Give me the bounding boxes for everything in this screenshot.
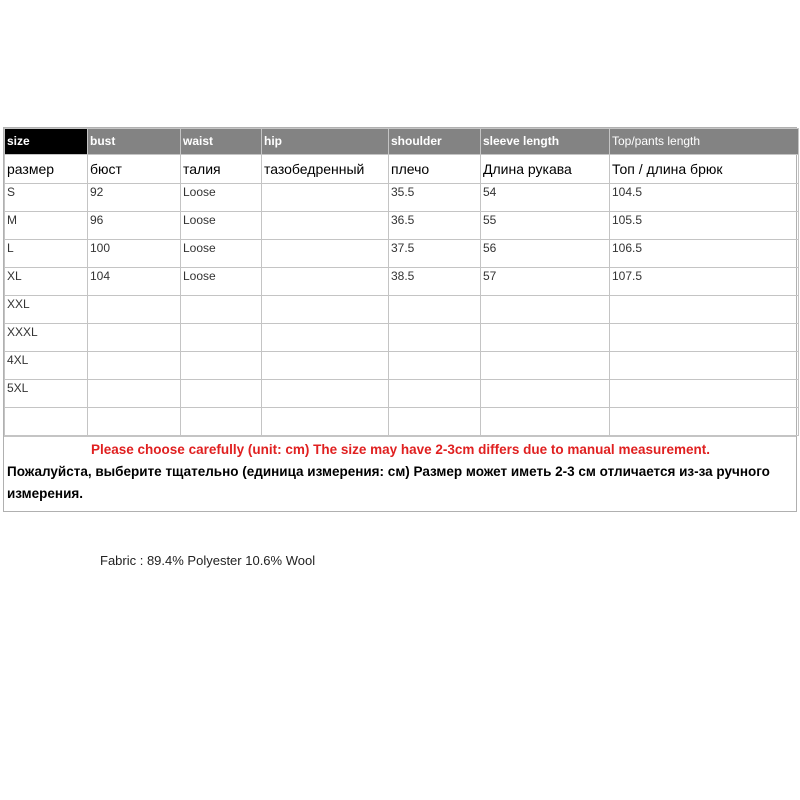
- header-row-en: [5, 129, 799, 155]
- header-ru-waist: талия: [181, 155, 262, 184]
- cell-shoulder: [389, 296, 481, 324]
- cell-size: L: [5, 240, 88, 268]
- cell-waist: Loose: [181, 240, 262, 268]
- header-sleeve-length: sleeve length: [481, 129, 610, 155]
- cell-waist: Loose: [181, 268, 262, 296]
- cell-bust: [88, 380, 181, 408]
- cell-shoulder: [389, 380, 481, 408]
- cell-sleeve-length: [481, 380, 610, 408]
- cell-top-pants-length: [610, 296, 799, 324]
- cell-hip: [262, 408, 389, 436]
- header-ru-sleeve-length: Длина рукава: [481, 155, 610, 184]
- cell-shoulder: [389, 408, 481, 436]
- table-row: [5, 296, 799, 324]
- table-row: [5, 352, 799, 380]
- cell-waist: [181, 324, 262, 352]
- cell-bust: 104: [88, 268, 181, 296]
- header-ru-bust: бюст: [88, 155, 181, 184]
- note-english: Please choose carefully (unit: cm) The size may have 2-3cm differs due to manual measurement.: [91, 442, 710, 457]
- cell-bust: [88, 324, 181, 352]
- cell-size: S: [5, 184, 88, 212]
- table-row: [5, 380, 799, 408]
- cell-size: XXXL: [5, 324, 88, 352]
- cell-size: XL: [5, 268, 88, 296]
- cell-top-pants-length: [610, 380, 799, 408]
- header-size: size: [5, 129, 88, 155]
- cell-shoulder: 36.5: [389, 212, 481, 240]
- cell-waist: [181, 296, 262, 324]
- cell-hip: [262, 184, 389, 212]
- header-top-pants-length: Top/pants length: [610, 129, 799, 155]
- cell-sleeve-length: [481, 296, 610, 324]
- cell-top-pants-length: 104.5: [610, 184, 799, 212]
- cell-bust: 100: [88, 240, 181, 268]
- cell-shoulder: 38.5: [389, 268, 481, 296]
- cell-sleeve-length: [481, 352, 610, 380]
- measurement-note: [4, 436, 796, 511]
- cell-sleeve-length: 57: [481, 268, 610, 296]
- table-row: [5, 212, 799, 240]
- size-chart: [3, 127, 797, 512]
- header-ru-size: размер: [5, 155, 88, 184]
- cell-bust: [88, 408, 181, 436]
- cell-bust: 92: [88, 184, 181, 212]
- cell-waist: Loose: [181, 184, 262, 212]
- cell-top-pants-length: 107.5: [610, 268, 799, 296]
- header-ru-shoulder: плечо: [389, 155, 481, 184]
- fabric-composition: Fabric : 89.4% Polyester 10.6% Wool: [100, 553, 316, 568]
- cell-size: M: [5, 212, 88, 240]
- table-row: [5, 268, 799, 296]
- cell-shoulder: [389, 324, 481, 352]
- cell-bust: 96: [88, 212, 181, 240]
- cell-top-pants-length: 105.5: [610, 212, 799, 240]
- cell-waist: [181, 380, 262, 408]
- cell-sleeve-length: [481, 408, 610, 436]
- cell-sleeve-length: [481, 324, 610, 352]
- header-ru-hip: тазобедренный: [262, 155, 389, 184]
- header-shoulder: shoulder: [389, 129, 481, 155]
- cell-waist: [181, 352, 262, 380]
- cell-hip: [262, 380, 389, 408]
- table-row: [5, 184, 799, 212]
- cell-hip: [262, 296, 389, 324]
- table-row: [5, 408, 799, 436]
- cell-shoulder: 35.5: [389, 184, 481, 212]
- cell-sleeve-length: 55: [481, 212, 610, 240]
- cell-hip: [262, 212, 389, 240]
- cell-shoulder: 37.5: [389, 240, 481, 268]
- cell-shoulder: [389, 352, 481, 380]
- table-row: [5, 324, 799, 352]
- cell-size: [5, 408, 88, 436]
- header-hip: hip: [262, 129, 389, 155]
- cell-bust: [88, 296, 181, 324]
- cell-hip: [262, 240, 389, 268]
- header-waist: waist: [181, 129, 262, 155]
- cell-size: 4XL: [5, 352, 88, 380]
- header-ru-top-pants-length: Топ / длина брюк: [610, 155, 799, 184]
- note-russian: Пожалуйста, выберите тщательно (единица измерения: см) Размер может иметь 2-3 см отличается из-за ручного измерения.: [7, 464, 770, 501]
- cell-bust: [88, 352, 181, 380]
- cell-hip: [262, 324, 389, 352]
- size-table: [4, 128, 799, 436]
- cell-hip: [262, 352, 389, 380]
- cell-top-pants-length: [610, 324, 799, 352]
- cell-hip: [262, 268, 389, 296]
- cell-waist: [181, 408, 262, 436]
- cell-waist: Loose: [181, 212, 262, 240]
- cell-sleeve-length: 56: [481, 240, 610, 268]
- cell-top-pants-length: [610, 408, 799, 436]
- cell-size: 5XL: [5, 380, 88, 408]
- cell-sleeve-length: 54: [481, 184, 610, 212]
- cell-size: XXL: [5, 296, 88, 324]
- header-row-ru: [5, 155, 799, 184]
- cell-top-pants-length: 106.5: [610, 240, 799, 268]
- table-row: [5, 240, 799, 268]
- cell-top-pants-length: [610, 352, 799, 380]
- header-bust: bust: [88, 129, 181, 155]
